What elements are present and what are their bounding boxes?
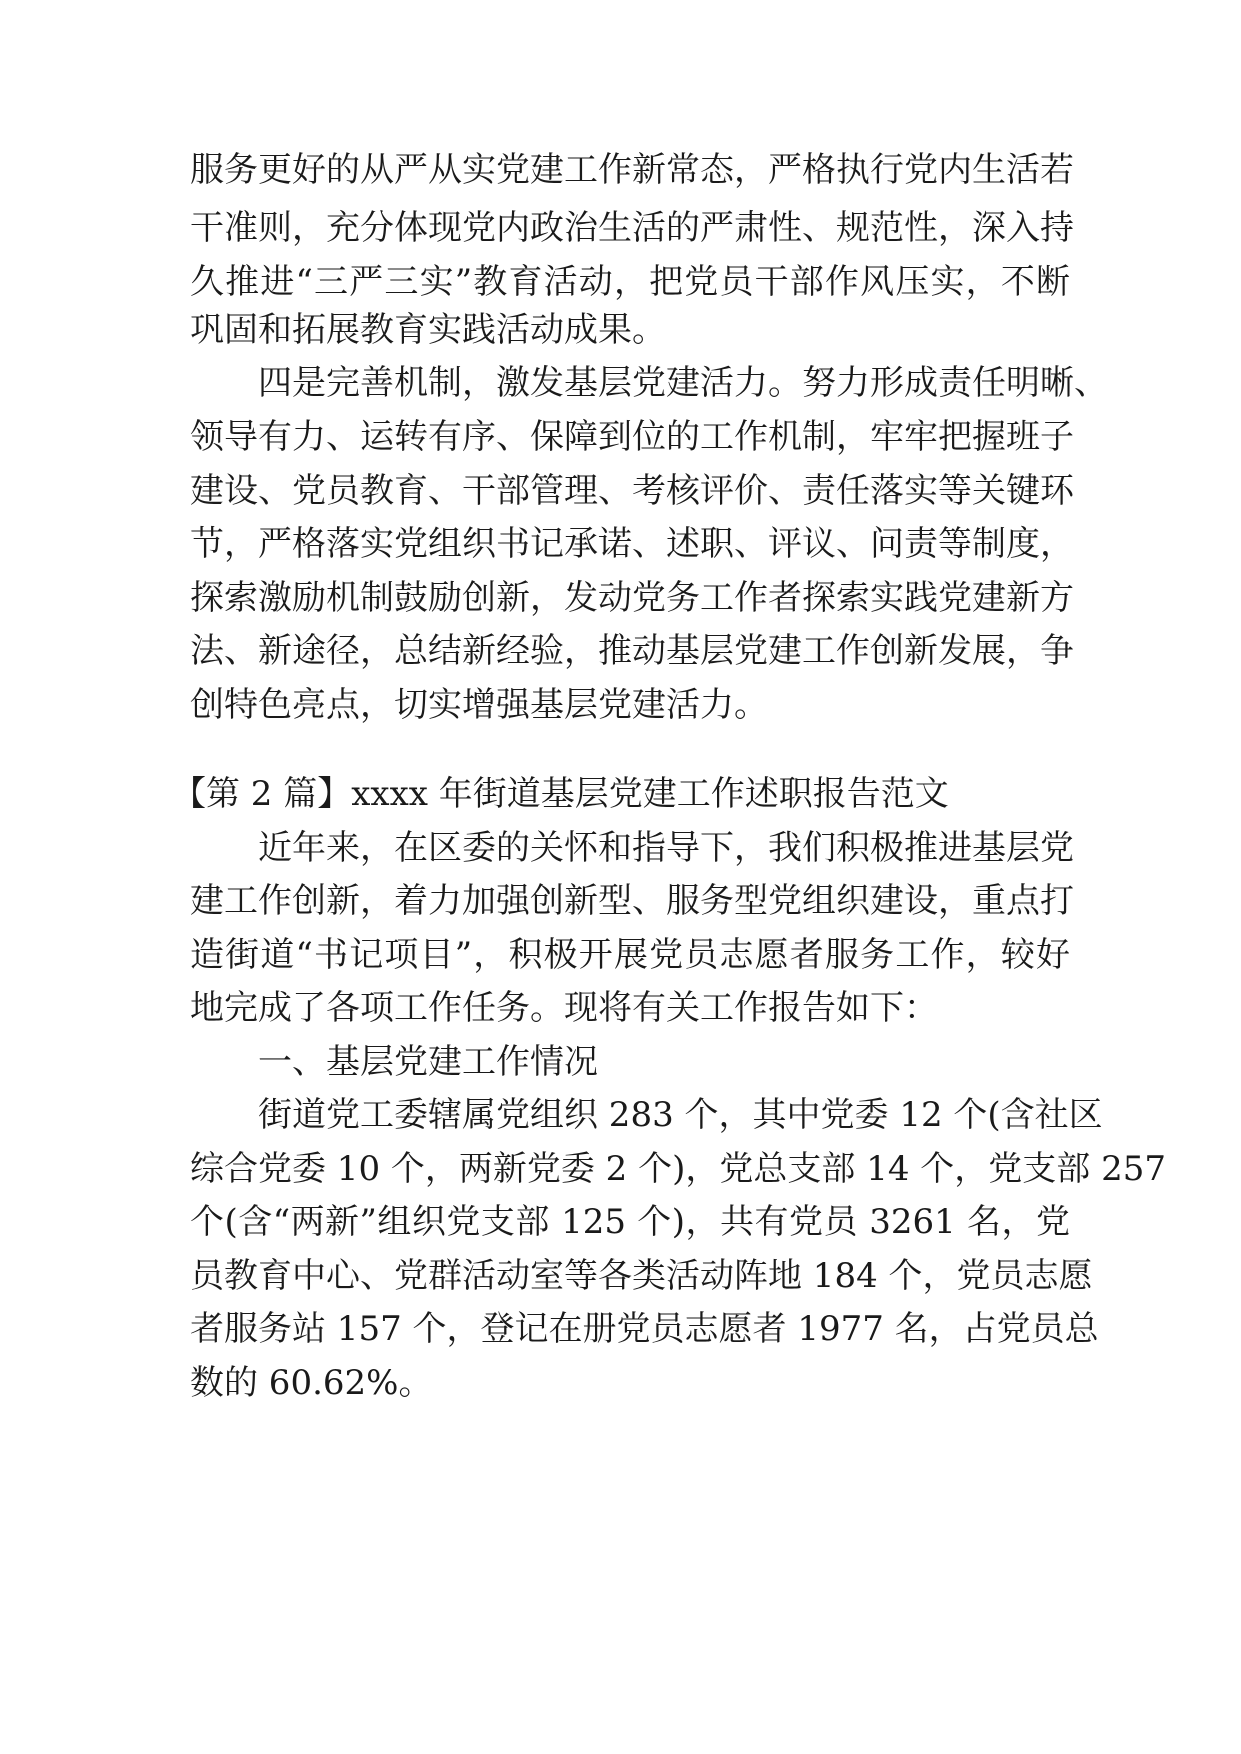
- paragraph-line: 近年来，在区委的关怀和指导下，我们积极推进基层党: [258, 828, 1074, 868]
- paragraph-line: 建工作创新，着力加强创新型、服务型党组织建设，重点打: [190, 881, 1074, 921]
- paragraph-line: 造街道“书记项目”，积极开展党员志愿者服务工作，较好: [190, 935, 1070, 975]
- paragraph-line: 领导有力、运转有序、保障到位的工作机制，牢牢把握班子: [190, 417, 1074, 457]
- section-heading: 一、基层党建工作情况: [258, 1042, 598, 1082]
- paragraph-line: 地完成了各项工作任务。现将有关工作报告如下：: [190, 988, 938, 1028]
- paragraph-line: 节，严格落实党组织书记承诺、述职、评议、问责等制度，: [190, 524, 1074, 564]
- paragraph-line: 创特色亮点，切实增强基层党建活力。: [190, 685, 768, 725]
- paragraph-line: 四是完善机制，激发基层党建活力。努力形成责任明晰、: [258, 363, 1108, 403]
- paragraph-line: 干准则，充分体现党内政治生活的严肃性、规范性，深入持: [190, 208, 1074, 248]
- paragraph-line: 数的 60.62%。: [190, 1363, 433, 1403]
- paragraph-line: 久推进“三严三实”教育活动，把党员干部作风压实，不断: [190, 262, 1070, 302]
- paragraph-line: 者服务站 157 个，登记在册党员志愿者 1977 名，占党员总: [190, 1309, 1099, 1349]
- paragraph-line: 综合党委 10 个，两新党委 2 个)，党总支部 14 个，党支部 257: [190, 1149, 1166, 1189]
- paragraph-line: 街道党工委辖属党组织 283 个，其中党委 12 个(含社区: [258, 1095, 1103, 1135]
- paragraph-line: 法、新途径，总结新经验，推动基层党建工作创新发展，争: [190, 631, 1074, 671]
- paragraph-line: 服务更好的从严从实党建工作新常态，严格执行党内生活若: [190, 150, 1074, 190]
- paragraph-line: 员教育中心、党群活动室等各类活动阵地 184 个，党员志愿: [190, 1256, 1093, 1296]
- paragraph-line: 探索激励机制鼓励创新，发动党务工作者探索实践党建新方: [190, 578, 1074, 618]
- paragraph-line: 个(含“两新”组织党支部 125 个)，共有党员 3261 名，党: [190, 1202, 1070, 1242]
- paragraph-line: 巩固和拓展教育实践活动成果。: [190, 310, 666, 350]
- article-title: 【第 2 篇】xxxx 年街道基层党建工作述职报告范文: [172, 774, 949, 814]
- paragraph-line: 建设、党员教育、干部管理、考核评价、责任落实等关键环: [190, 471, 1074, 511]
